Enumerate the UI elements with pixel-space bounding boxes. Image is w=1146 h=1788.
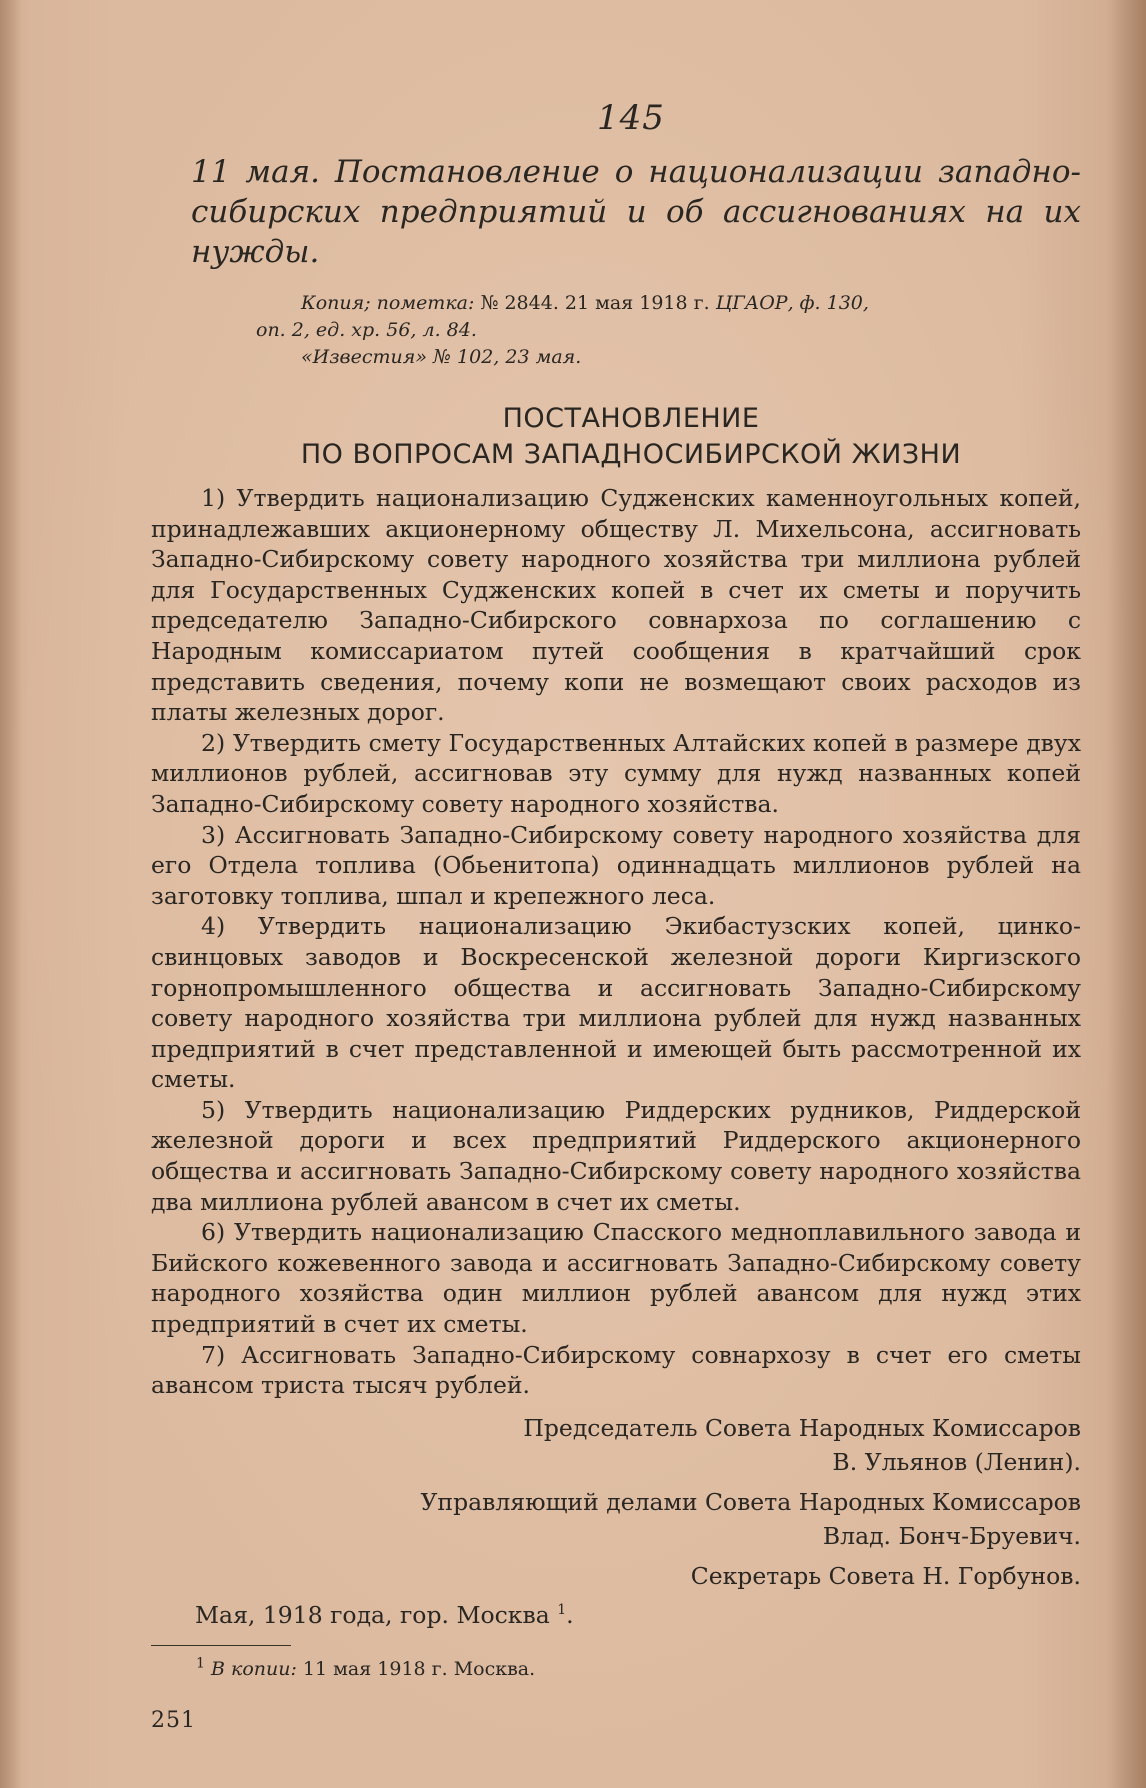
page-number: 251 <box>151 1707 196 1733</box>
signature-position: Председатель Совета Народных Комиссаров <box>523 1413 1081 1442</box>
footnote-mark: 1 <box>196 1655 205 1672</box>
footnote-label: В копии: <box>210 1657 297 1680</box>
signatures <box>151 1411 1081 1593</box>
signature-secretary <box>151 1559 1081 1593</box>
footnote-reference: 1 <box>557 1601 567 1618</box>
source-copy-label: Копия; пометка: <box>301 292 475 314</box>
footnote-divider <box>151 1645 291 1646</box>
signature-position: Управляющий делами Совета Народных Комиссаров <box>420 1487 1081 1516</box>
resolution-heading <box>151 401 1081 473</box>
resolution-item: 5) Утвердить национализацию Риддерских рудников, Риддерской железной дороги и всех предприятий Риддерского акционерного общества и ассигновать Западно-Сибирскому совету народного хозяйства два миллиона рублей авансом в счет их сметы. <box>151 1095 1081 1216</box>
date-place: Мая, 1918 года, гор. Москва $^1$. <box>195 1600 574 1629</box>
footnote <box>151 1656 1081 1682</box>
source-line-2: оп. 2, ед. хр. 56, л. 84. <box>256 319 477 341</box>
source-line-1 <box>301 290 1091 317</box>
page-edge-shadow <box>1106 0 1146 1788</box>
source-line-3: «Известия» № 102, 23 мая. <box>301 346 582 368</box>
document-number: 145 <box>597 98 665 138</box>
resolution-item: 1) Утвердить национализацию Судженских каменноугольных копей, принадлежавших акционерному обществу Л. Михельсона, ассигновать Западно-Сибирскому совету народного хозяйства три миллиона рублей для Государственных Судженских копей в счет их сметы и поручить председателю Западно-Сибирского совнархоза по соглашению с Народным комиссариатом путей сообщения в кратчайший срок представить сведения, почему копи не возмещают своих расходов из платы железных дорог. <box>151 484 1081 727</box>
footnote-text: 11 мая 1918 г. Москва. <box>302 1657 536 1680</box>
page-content <box>151 98 1081 1733</box>
page-gutter-shadow <box>0 0 22 1788</box>
source-archive: ЦГАОР, ф. 130, <box>715 292 869 314</box>
signature-chairman <box>151 1411 1081 1479</box>
document-title: 11 мая. Постановление о национализации западно-сибирских предприятий и об ассигнованиях на их нужды. <box>191 154 1081 270</box>
resolution-body <box>151 483 1081 1401</box>
resolution-item: 2) Утвердить смету Государственных Алтайских копей в размере двух миллионов рублей, ассигновав эту сумму для нужд названных копей Западно-Сибирскому совету народного хозяйства. <box>151 728 1081 818</box>
source-reference <box>256 290 1091 371</box>
heading-line-1: ПОСТАНОВЛЕНИЕ <box>502 403 760 434</box>
signature-manager <box>151 1485 1081 1553</box>
resolution-item: 7) Ассигновать Западно-Сибирскому совнархозу в счет его сметы авансом триста тысяч рублей. <box>151 1340 1081 1400</box>
signature-position: Секретарь Совета Н. Горбунов. <box>690 1561 1081 1590</box>
signature-name: Влад. Бонч-Бруевич. <box>822 1521 1081 1550</box>
resolution-item: 6) Утвердить национализацию Спасского медноплавильного завода и Бийского кожевенного завода и ассигновать Западно-Сибирскому совету народного хозяйства один миллион рублей авансом для нужд этих предприятий в счет их сметы. <box>151 1218 1081 1339</box>
source-mark: № 2844. 21 мая 1918 г. <box>480 292 710 314</box>
date-place-text: Мая, 1918 года, гор. Москва <box>195 1600 550 1629</box>
resolution-item: 3) Ассигновать Западно-Сибирскому совету народного хозяйства для его Отдела топлива (Обьенитопа) одиннадцать миллионов рублей на заготовку топлива, шпал и крепежного леса. <box>151 820 1081 910</box>
heading-line-2: ПО ВОПРОСАМ ЗАПАДНОСИБИРСКОЙ ЖИЗНИ <box>300 439 962 470</box>
resolution-item: 4) Утвердить национализацию Экибастузских копей, цинко-свинцовых заводов и Воскресенской железной дороги Киргизского горнопромышленного общества и ассигновать Западно-Сибирскому совету народного хозяйства три миллиона рублей для нужд названных предприятий в счет представленной и имеющей быть рассмотренной их сметы. <box>151 912 1081 1094</box>
signature-name: В. Ульянов (Ленин). <box>832 1447 1081 1476</box>
